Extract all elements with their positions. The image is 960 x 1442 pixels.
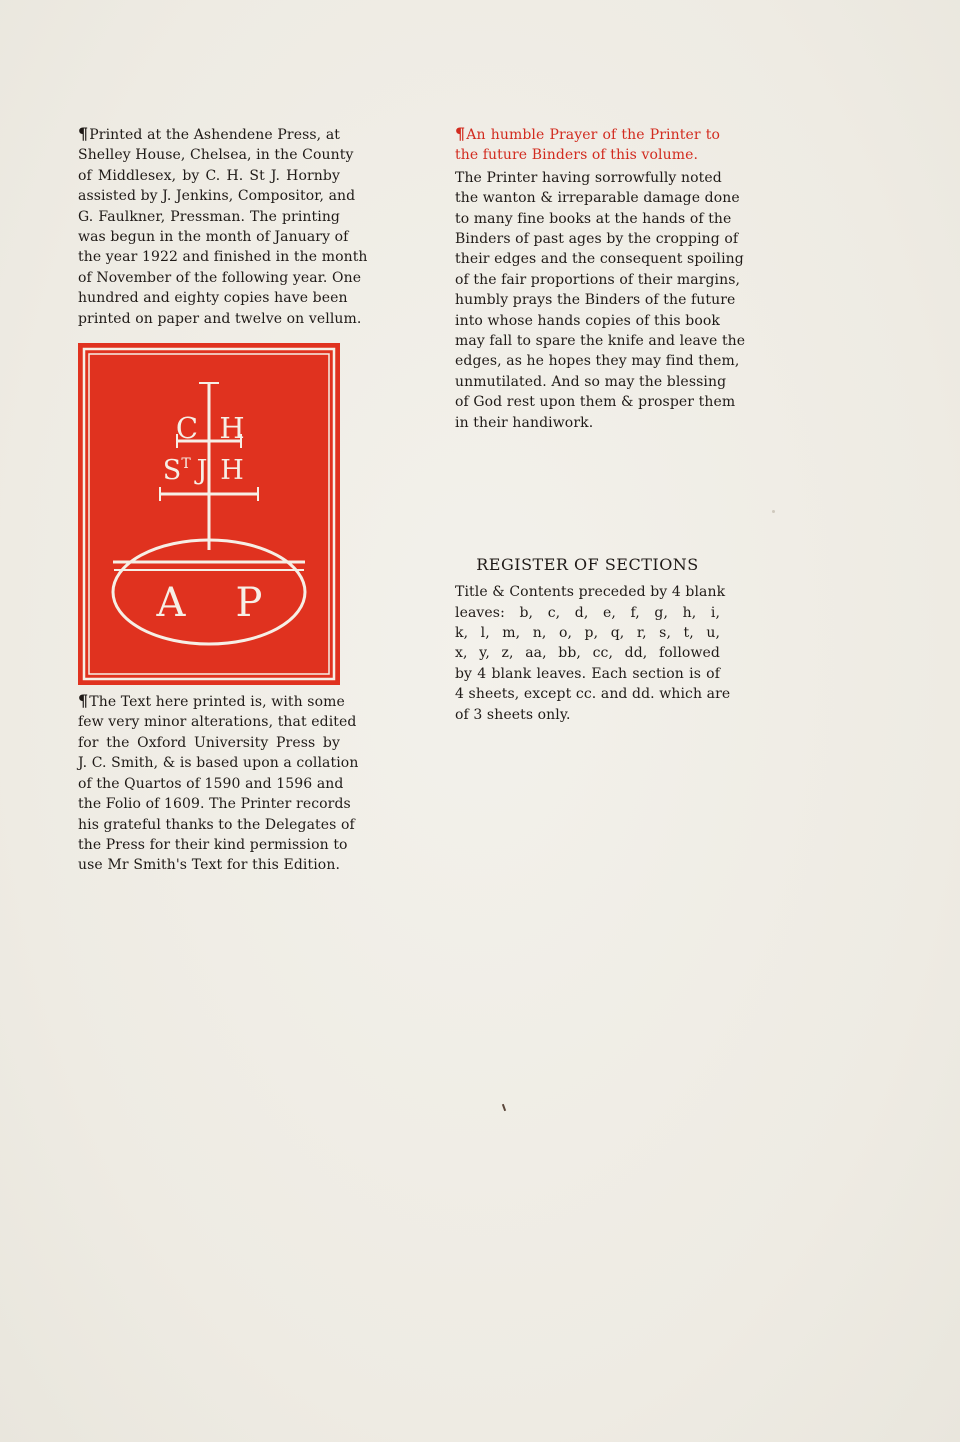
- colophon-line: the year 1922 and finished in the month: [78, 249, 368, 266]
- colophon-line: Shelley House, Chelsea, in the County: [78, 147, 354, 164]
- pilcrow-mark: ¶: [78, 124, 89, 143]
- text-note-line: for the Oxford University Press by: [78, 734, 340, 751]
- left-column: [78, 124, 368, 876]
- text-note-line: The Text here printed is, with some: [89, 694, 345, 711]
- register-line: of 3 sheets only.: [455, 706, 571, 723]
- text-note-line: the Folio of 1609. The Printer records: [78, 796, 351, 813]
- prayer-heading-line: the future Binders of this volume.: [455, 147, 699, 164]
- colophon-line: printed on paper and twelve on vellum.: [78, 310, 362, 327]
- colophon-line: of Middlesex, by C. H. St J. Hornby: [78, 167, 340, 184]
- pilcrow-mark: ¶: [78, 691, 89, 711]
- prayer-line: unmutilated. And so may the blessing: [455, 373, 727, 390]
- register-line: 4 sheets, except cc. and dd. which are: [455, 686, 731, 703]
- colophon-line: of November of the following year. One: [78, 269, 362, 286]
- register-line: k, l, m, n, o, p, q, r, s, t, u,: [455, 624, 720, 641]
- prayer-line: of the fair proportions of their margins,: [455, 271, 741, 288]
- mark-letter-superscript: T: [181, 456, 191, 473]
- register-line: by 4 blank leaves. Each section is of: [455, 665, 720, 682]
- prayer-heading-line: An humble Prayer of the Printer to: [466, 127, 720, 143]
- register-heading: REGISTER OF SECTIONS: [476, 555, 699, 575]
- mark-letter: P: [235, 580, 263, 627]
- mark-letter: S: [162, 455, 182, 487]
- paper-spot: [772, 510, 775, 513]
- text-note-line: the Press for their kind permission to: [78, 836, 348, 853]
- text-note-line: use Mr Smith's Text for this Edition.: [78, 857, 340, 874]
- prayer-line: edges, as he hopes they may find them,: [455, 353, 740, 370]
- register-line: Title & Contents preceded by 4 blank: [455, 584, 726, 601]
- mark-letter: A: [156, 580, 186, 627]
- text-note-line: few very minor alterations, that edited: [78, 714, 357, 731]
- colophon-line: Printed at the Ashendene Press, at: [89, 127, 340, 143]
- text-note-paragraph: [78, 691, 359, 876]
- colophon-line: G. Faulkner, Pressman. The printing: [78, 208, 340, 225]
- prayer-line: The Printer having sorrowfully noted: [455, 169, 722, 186]
- text-note-line: of the Quartos of 1590 and 1596 and: [78, 775, 344, 792]
- prayer-body: [455, 168, 746, 433]
- prayer-heading: [455, 124, 720, 166]
- mark-letter: J: [196, 455, 208, 487]
- prayer-line: of God rest upon them & prosper them: [455, 394, 736, 411]
- register-of-sections: [455, 555, 731, 725]
- prayer-line: humbly prays the Binders of the future: [455, 292, 736, 309]
- prayer-line: in their handiwork.: [455, 414, 594, 431]
- colophon-line: was begun in the month of January of: [78, 229, 349, 246]
- ink-mark: [502, 1104, 506, 1111]
- prayer-line: Binders of past ages by the cropping of: [455, 231, 739, 248]
- mark-letter: H: [220, 455, 244, 487]
- prayer-line: their edges and the consequent spoiling: [455, 251, 744, 268]
- colophon-line: hundred and eighty copies have been: [78, 290, 348, 307]
- prayer-line: to many fine books at the hands of the: [455, 210, 732, 227]
- register-body: [455, 582, 731, 725]
- colophon-line: assisted by J. Jenkins, Compositor, and: [78, 188, 356, 205]
- mark-letter: H: [219, 411, 245, 446]
- printers-mark: [78, 343, 340, 685]
- printers-mark-device: [78, 343, 340, 685]
- prayer-line: the wanton & irreparable damage done: [455, 190, 740, 207]
- register-line: leaves: b, c, d, e, f, g, h, i,: [455, 604, 720, 621]
- prayer-line: into whose hands copies of this book: [455, 312, 720, 329]
- mark-letter: C: [175, 411, 199, 446]
- pilcrow-mark: ¶: [455, 124, 466, 143]
- right-column: [455, 124, 746, 725]
- prayer-line: may fall to spare the knife and leave the: [455, 333, 746, 350]
- text-note-line: his grateful thanks to the Delegates of: [78, 816, 355, 833]
- text-note-line: J. C. Smith, & is based upon a collation: [78, 755, 359, 772]
- colophon-paragraph: [78, 124, 368, 329]
- register-line: x, y, z, aa, bb, cc, dd, followed: [455, 645, 720, 662]
